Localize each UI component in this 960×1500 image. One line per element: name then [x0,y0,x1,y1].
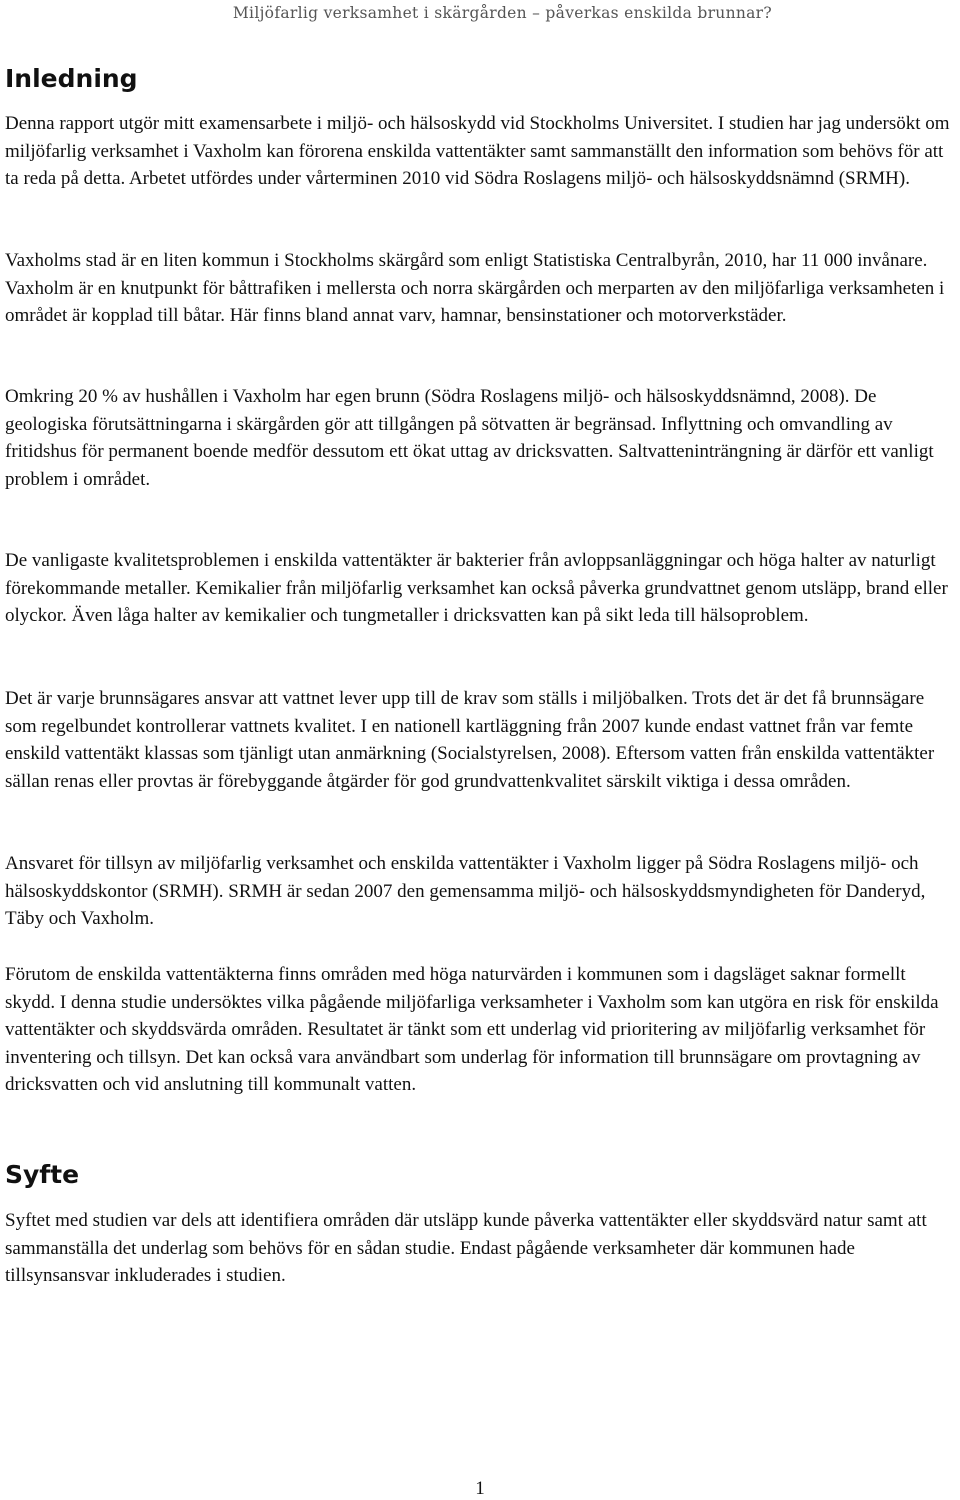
paragraph-intro-7: Förutom de enskilda vattentäkterna finns områden med höga naturvärden i kommunen som i dagsläget saknar formellt skydd. I denna studie undersöktes vilka pågående miljöfarliga verksamheter i Vaxholm som kan utgöra en risk för enskilda vattentäkter och skyddsvärda områden. Resultatet är tänkt som ett underlag vid prioritering av miljöfarlig verksamhet för inventering och tillsyn. Det kan också vara användbart som underlag för information till brunnsägare om provtagning av dricksvatten och vid anslutning till kommunalt vatten. [5,964,939,1095]
paragraph-intro-3: Omkring 20 % av hushållen i Vaxholm har egen brunn (Södra Roslagens miljö- och hälsoskyddsnämnd, 2008). De geologiska förutsättningarna i skärgården gör att tillgången på sötvatten är begränsad. Inflyttning och omvandling av fritidshus för permanent boende medför dessutom ett ökat uttag av dricksvatten. Saltvatteninträngning är därför ett vanligt problem i området. [5,386,934,490]
running-header: Miljöfarlig verksamhet i skärgården – påverkas enskilda brunnar? [232,4,772,22]
section-heading-inledning: Inledning [5,64,138,93]
paragraph-intro-1: Denna rapport utgör mitt examensarbete i miljö- och hälsoskydd vid Stockholms Universitet. I studien har jag undersökt om miljöfarlig verksamhet i Vaxholm kan förorena enskilda vattentäkter samt sammanställt den information som behövs för att ta reda på detta. Arbetet utfördes under vårterminen 2010 vid Södra Roslagens miljö- och hälsoskyddsnämnd (SRMH). [5,113,950,189]
paragraph-intro-5: Det är varje brunnsägares ansvar att vattnet lever upp till de krav som ställs i miljöbalken. Trots det är det få brunnsägare som regelbundet kontrollerar vattnets kvalitet. I en nationell kartläggning från 2007 kunde endast vattnet från var femte enskild vattentäkt klassas som tjänligt utan anmärkning (Socialstyrelsen, 2008). Eftersom vatten från enskilda vattentäkter sällan renas eller provtas är förebyggande åtgärder för god grundvattenkvalitet särskilt viktiga i dessa områden. [5,688,935,792]
paragraph-intro-6: Ansvaret för tillsyn av miljöfarlig verksamhet och enskilda vattentäkter i Vaxholm ligger på Södra Roslagens miljö- och hälsoskyddskontor (SRMH). SRMH är sedan 2007 den gemensamma miljö- och hälsoskyddsmyndigheten för Danderyd, Täby och Vaxholm. [5,853,926,929]
page-number: 1 [475,1478,485,1499]
paragraph-syfte-1: Syftet med studien var dels att identifiera områden där utsläpp kunde påverka vattentäkter eller skyddsvärd natur samt att sammanställa det underlag som behövs för en sådan studie. Endast pågående verksamheter där kommunen hade tillsynsansvar inkluderades i studien. [5,1210,927,1286]
paragraph-intro-4: De vanligaste kvalitetsproblemen i enskilda vattentäkter är bakterier från avloppsanläggningar och höga halter av naturligt förekommande metaller. Kemikalier från miljöfarlig verksamhet kan också påverka grundvattnet genom utsläpp, brand eller olyckor. Även låga halter av kemikalier och tungmetaller i dricksvatten kan på sikt leda till hälsoproblem. [5,550,948,626]
paragraph-intro-2: Vaxholms stad är en liten kommun i Stockholms skärgård som enligt Statistiska Centralbyrån, 2010, har 11 000 invånare. Vaxholm är en knutpunkt för båttrafiken i mellersta och norra skärgården och merparten av den miljöfarliga verksamheten i området är kopplad till båtar. Här finns bland annat varv, hamnar, bensinstationer och motorverkstäder. [5,250,945,326]
section-heading-syfte: Syfte [5,1160,80,1189]
